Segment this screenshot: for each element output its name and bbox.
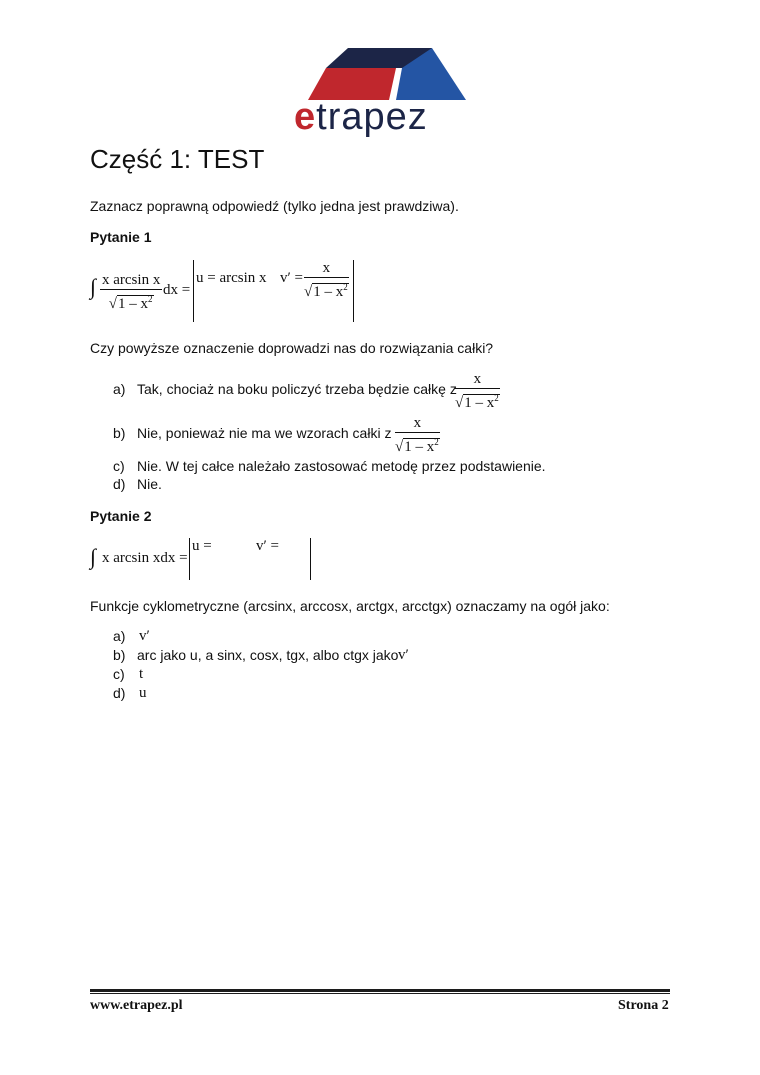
answer-math: v′: [139, 628, 150, 644]
answer-marker: a): [113, 628, 126, 644]
q1-dx-eq: dx =: [163, 282, 191, 298]
den-x: x: [426, 439, 435, 455]
footer-rule-thin: [90, 993, 670, 994]
answer-marker: c): [113, 666, 125, 682]
sqrt: $√1 - x^2$: [108, 294, 153, 312]
q1-answer-a[interactable]: [113, 371, 533, 416]
q1-fraction: [100, 272, 162, 313]
instruction-text: Zaznacz poprawną odpowiedź (tylko jedna jest prawdziwa).: [90, 198, 459, 214]
q1-formula: [90, 260, 360, 322]
den-one: 1: [404, 439, 412, 455]
q2-bar-right: [310, 538, 311, 580]
logo-wordmark: [294, 96, 428, 138]
q1-answer-b[interactable]: [113, 415, 533, 455]
den-exponent: 2: [494, 393, 499, 403]
etrapez-logo: [290, 44, 480, 140]
q1-v-num: x: [304, 260, 349, 278]
den-one: 1: [464, 395, 472, 411]
answer-text: Nie, ponieważ nie ma we wzorach całki z: [137, 425, 392, 441]
q2-u-def: u =: [192, 538, 212, 554]
sqrt: $√1 - x^2$: [455, 393, 499, 411]
minus-sign: –: [415, 439, 423, 455]
answer-math: u: [139, 685, 147, 701]
frac-den: [395, 433, 440, 456]
q1-fraction-num: x arcsin x: [102, 272, 161, 288]
den-one: 1: [313, 284, 321, 300]
answer-math: t: [139, 666, 144, 682]
q1-question: Czy powyższe oznaczenie doprowadzi nas do rozwiązania całki?: [90, 340, 494, 356]
q1-bar-right: [353, 260, 354, 322]
frac-num: x: [395, 415, 440, 433]
logo-e: e: [294, 96, 317, 138]
q1-v-den: [304, 278, 349, 301]
q1-heading: Pytanie 1: [90, 229, 152, 245]
q2-v-def: v′ =: [256, 538, 279, 554]
answer-text: Nie.: [137, 476, 162, 492]
q1-b-fraction: [395, 415, 440, 456]
answer-marker: a): [113, 381, 126, 397]
den-exponent: 2: [434, 437, 439, 447]
q2-question: Funkcje cyklometryczne (arcsinx, arccosx, arctgx, arcctgx) oznaczamy na ogół jako:: [90, 598, 610, 614]
page-title: Część 1: TEST: [90, 144, 265, 174]
answer-text: Nie. W tej całce należało zastosować metodę przez podstawienie.: [137, 458, 546, 474]
answer-marker: d): [113, 685, 126, 701]
frac-den: [455, 389, 500, 412]
minus-sign: –: [324, 284, 332, 300]
answer-text: Tak, chociaż na boku policzyć trzeba będzie całkę z: [137, 381, 457, 397]
q2-formula: [90, 538, 320, 580]
q1-fraction-den: [100, 290, 162, 313]
den-exponent: 2: [343, 282, 348, 292]
integral-sign: ∫: [90, 274, 97, 299]
frac-num: x: [455, 371, 500, 389]
answer-marker: b): [113, 425, 126, 441]
den-x: x: [335, 284, 344, 300]
q2-bar-left: [189, 538, 190, 580]
sqrt: $√1 - x^2$: [395, 437, 439, 455]
q2-expr: x arcsin xdx =: [102, 550, 188, 566]
minus-sign: –: [129, 296, 137, 312]
den-x: x: [140, 296, 149, 312]
q1-bar-left: [193, 260, 194, 322]
den-x: x: [486, 395, 495, 411]
q2-heading: Pytanie 2: [90, 508, 152, 524]
integral-sign: ∫: [90, 544, 97, 569]
trapezoid-logo-icon: [290, 44, 480, 100]
minus-sign: –: [475, 395, 483, 411]
answer-text: arc jako u, a sinx, cosx, tgx, albo ctgx jako: [137, 647, 399, 663]
answer-marker: b): [113, 647, 126, 663]
q1-v-fraction: [304, 260, 349, 301]
footer-rule: [90, 989, 670, 992]
sqrt: $√1 - x^2$: [304, 282, 348, 300]
q1-a-fraction: [455, 371, 500, 412]
q1-u-def: u = arcsin x: [196, 270, 267, 286]
q1-v-def: v′ =: [280, 270, 303, 286]
footer-site-link[interactable]: www.etrapez.pl: [90, 998, 183, 1013]
answer-math: v′: [398, 647, 409, 663]
den-exponent: 2: [148, 294, 153, 304]
answer-marker: d): [113, 476, 126, 492]
logo-text: trapez: [316, 96, 428, 138]
answer-marker: c): [113, 458, 125, 474]
den-one: 1: [118, 296, 126, 312]
footer-page-number: Strona 2: [618, 998, 669, 1013]
